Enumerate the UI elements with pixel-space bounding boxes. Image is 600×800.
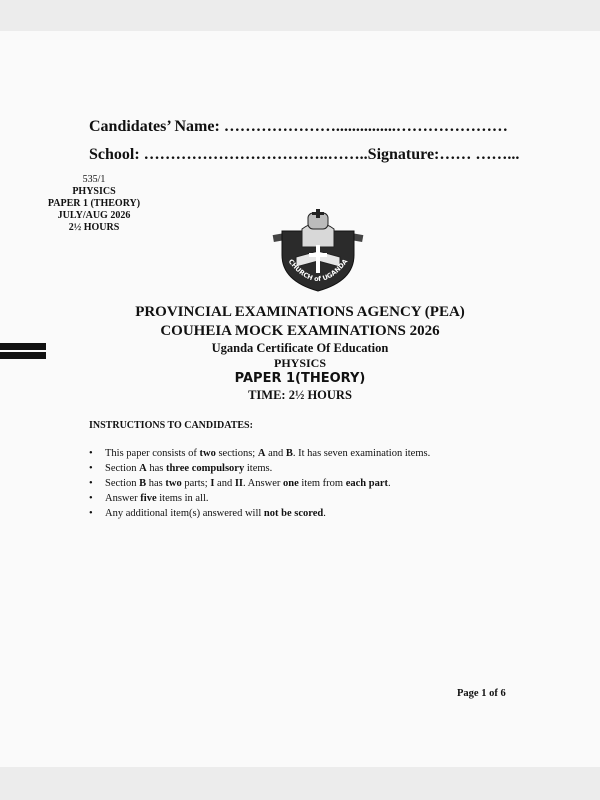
time-title: TIME: 2½ HOURS: [248, 388, 352, 402]
candidate-name-dots: …………………...............…………………: [223, 118, 508, 135]
paper-title: PAPER 1(THEORY): [234, 371, 366, 386]
agency-title: PROVINCIAL EXAMINATIONS AGENCY (PEA): [135, 304, 465, 320]
instruction-item: [89, 476, 549, 491]
paper-code-duration: 2½ HOURS: [68, 222, 120, 233]
instruction-text: sections;: [215, 448, 258, 459]
instruction-text: item from: [298, 478, 346, 489]
crest-motto-text: CHURCH of UGANDA: [286, 257, 350, 284]
instruction-text: Any additional item(s) answered will: [105, 508, 264, 519]
subject-title: PHYSICS: [273, 356, 326, 370]
black-bar-gap: [0, 350, 46, 352]
instruction-text: A: [257, 448, 266, 459]
instruction-text: one: [282, 478, 299, 489]
exam-title: COUHEIA MOCK EXAMINATIONS 2026: [160, 323, 440, 339]
instruction-text: Section: [105, 463, 140, 474]
instructions-list: [89, 446, 549, 521]
instruction-text: .: [323, 508, 326, 519]
instruction-text: two: [165, 478, 182, 489]
instruction-text: II: [234, 478, 244, 489]
instruction-text: . Answer: [243, 478, 283, 489]
instruction-text: three compulsory: [165, 463, 245, 474]
instruction-text: has: [146, 463, 166, 474]
instruction-text: not be scored: [263, 508, 324, 519]
instruction-text: two: [199, 448, 216, 459]
instruction-text: items in all.: [156, 493, 209, 504]
instruction-item: [89, 506, 549, 521]
paper-code-block: [44, 174, 144, 234]
instruction-text: Answer: [105, 493, 141, 504]
instruction-item: [89, 461, 549, 476]
instruction-text: I: [210, 478, 215, 489]
signature-label: Signature:: [367, 146, 440, 163]
instruction-text: A: [139, 463, 147, 474]
page-number: Page 1 of 6: [457, 688, 506, 699]
instruction-text: each part: [345, 478, 388, 489]
school-dots: ……………………………..……..: [143, 146, 368, 163]
instruction-text: and: [214, 478, 235, 489]
paper-code-date: JULY/AUG 2026: [57, 210, 131, 221]
instructions-heading: INSTRUCTIONS TO CANDIDATES:: [89, 420, 253, 431]
instruction-text: . It has seven examination items.: [292, 448, 431, 459]
instruction-text: .: [387, 478, 391, 489]
church-of-uganda-crest-icon: [272, 207, 364, 293]
exam-title-block: [100, 303, 500, 403]
paper-code: 535/1: [82, 174, 106, 185]
instruction-item: [89, 446, 549, 461]
instruction-text: parts;: [181, 478, 211, 489]
instruction-text: has: [146, 478, 166, 489]
school-signature-line: [89, 146, 519, 164]
school-label: School:: [89, 146, 140, 163]
instruction-item: [89, 491, 549, 506]
instruction-text: and: [265, 448, 286, 459]
paper-code-paper: PAPER 1 (THEORY): [47, 198, 141, 209]
candidate-name-line: [89, 118, 508, 136]
candidate-name-label: Candidates’ Name:: [89, 118, 220, 135]
certificate-title: Uganda Certificate Of Education: [211, 341, 389, 355]
instruction-text: five: [140, 493, 157, 504]
instruction-text: items.: [244, 463, 273, 474]
paper-code-subject: PHYSICS: [72, 186, 116, 197]
instruction-text: B: [139, 478, 147, 489]
instruction-text: Section: [105, 478, 140, 489]
instruction-text: This paper consists of: [105, 448, 200, 459]
instruction-text: B: [285, 448, 293, 459]
signature-dots: …… ……...: [439, 146, 520, 163]
